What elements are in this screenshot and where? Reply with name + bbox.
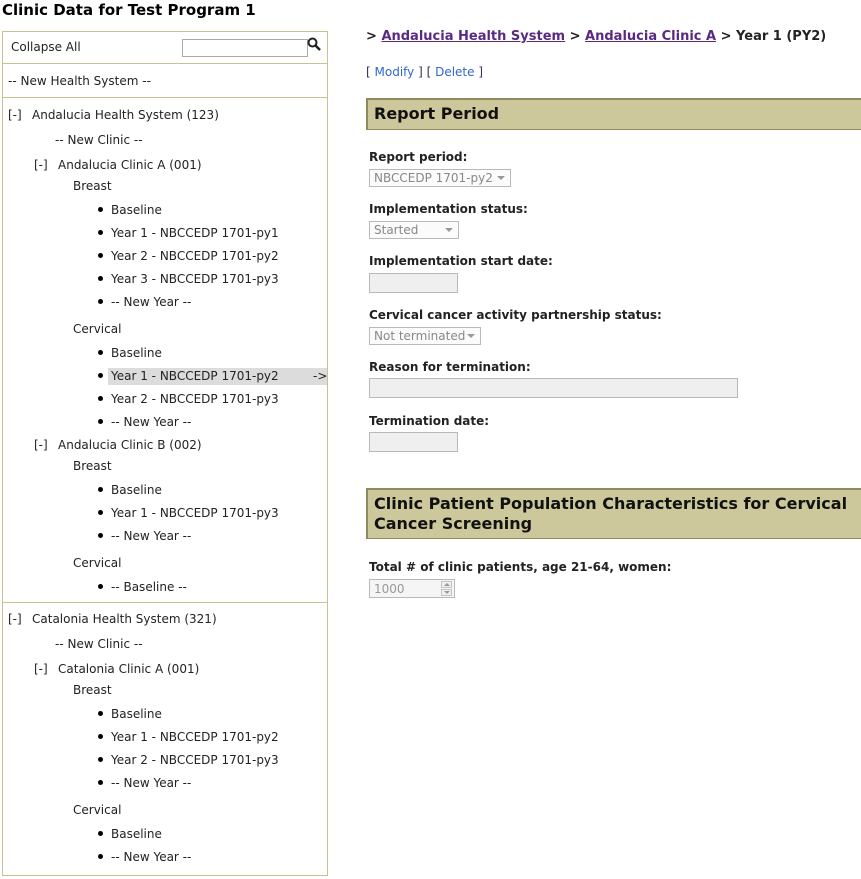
tree-toggle-catalonia-clinic-a[interactable]: [-]	[34, 662, 48, 676]
new-year-link[interactable]: -- New Year --	[111, 850, 192, 864]
year-item[interactable]: Year 2 - NBCCEDP 1701-py3	[111, 392, 279, 406]
bullet	[98, 299, 103, 304]
category-breast: Breast	[73, 179, 112, 193]
new-health-system-link[interactable]: -- New Health System --	[8, 74, 151, 88]
clinic-tree-panel	[2, 31, 328, 876]
implementation-status-label: Implementation status:	[369, 202, 528, 216]
report-period-heading: Report Period	[366, 98, 861, 130]
breadcrumb	[366, 29, 826, 44]
bullet	[98, 533, 103, 538]
termination-date-label: Termination date:	[369, 414, 490, 428]
implementation-start-date-label: Implementation start date:	[369, 254, 553, 268]
bullet	[98, 230, 103, 235]
year-item[interactable]: Year 2 - NBCCEDP 1701-py2	[111, 249, 279, 263]
bullet	[98, 584, 103, 589]
year-item[interactable]: Baseline	[111, 203, 162, 217]
year-item[interactable]: Year 1 - NBCCEDP 1701-py1	[111, 226, 279, 240]
partnership-status-value: Not terminated	[374, 329, 466, 343]
health-system-andalucia[interactable]: Andalucia Health System (123)	[32, 108, 219, 122]
tree-toggle-andalucia-clinic-a[interactable]: [-]	[34, 158, 48, 172]
bullet	[98, 207, 103, 212]
category-breast: Breast	[73, 683, 112, 697]
category-cervical: Cervical	[73, 322, 122, 336]
breadcrumb-separator: >	[720, 29, 732, 44]
tree-search-input[interactable]	[182, 39, 308, 57]
year-item[interactable]: Year 1 - NBCCEDP 1701-py2	[111, 730, 279, 744]
health-system-catalonia[interactable]: Catalonia Health System (321)	[32, 612, 217, 626]
year-item[interactable]: Year 3 - NBCCEDP 1701-py3	[111, 272, 279, 286]
tree-toggle-catalonia[interactable]: [-]	[8, 612, 22, 626]
clinic-catalonia-a[interactable]: Catalonia Clinic A (001)	[58, 662, 200, 676]
year-item[interactable]: Year 1 - NBCCEDP 1701-py3	[111, 506, 279, 520]
total-patients-label: Total # of clinic patients, age 21-64, women:	[369, 560, 672, 574]
report-period-select[interactable]	[369, 169, 511, 187]
selected-arrow: ->	[313, 369, 328, 383]
bullet	[98, 854, 103, 859]
new-year-link[interactable]: -- New Year --	[111, 415, 192, 429]
bullet	[98, 711, 103, 716]
page-title: Clinic Data for Test Program 1	[2, 1, 256, 19]
bullet	[98, 831, 103, 836]
total-patients-stepper[interactable]	[369, 579, 455, 598]
breadcrumb-separator: >	[366, 29, 377, 44]
bullet	[98, 276, 103, 281]
delete-link[interactable]: Delete	[435, 65, 475, 79]
year-item[interactable]: Baseline	[111, 483, 162, 497]
implementation-start-date-field[interactable]	[369, 273, 458, 293]
category-cervical: Cervical	[73, 803, 122, 817]
stepper-down-icon[interactable]	[441, 589, 452, 596]
chevron-down-icon	[497, 176, 505, 180]
chevron-down-icon	[467, 334, 475, 338]
bullet	[98, 419, 103, 424]
partnership-status-select[interactable]	[369, 327, 481, 345]
termination-reason-field[interactable]	[369, 378, 738, 398]
population-heading: Clinic Patient Population Characteristics for Cervical Cancer Screening	[366, 488, 861, 539]
breadcrumb-health-system-link[interactable]: Andalucia Health System	[381, 29, 566, 44]
bullet	[98, 487, 103, 492]
clinic-andalucia-b[interactable]: Andalucia Clinic B (002)	[58, 438, 202, 452]
modify-link[interactable]: Modify	[374, 65, 415, 79]
bullet	[98, 757, 103, 762]
new-year-link[interactable]: -- New Year --	[111, 295, 192, 309]
year-item[interactable]: Baseline	[111, 346, 162, 360]
bullet	[98, 734, 103, 739]
breadcrumb-separator: >	[569, 29, 581, 44]
partnership-status-label: Cervical cancer activity partnership status:	[369, 308, 662, 322]
divider	[3, 63, 327, 64]
category-cervical: Cervical	[73, 556, 122, 570]
bullet	[98, 373, 103, 378]
report-period-label: Report period:	[369, 150, 468, 164]
implementation-status-value: Started	[374, 223, 419, 237]
report-period-value: NBCCEDP 1701-py2	[374, 171, 493, 185]
tree-toggle-andalucia[interactable]: [-]	[8, 108, 22, 122]
divider	[3, 602, 327, 603]
chevron-down-icon	[445, 228, 453, 232]
action-links: [ Modify ] [ Delete ]	[366, 65, 484, 79]
year-item-selected[interactable]: Year 1 - NBCCEDP 1701-py2	[111, 369, 279, 383]
new-baseline-link[interactable]: -- Baseline --	[111, 580, 187, 594]
new-clinic-link[interactable]: -- New Clinic --	[55, 637, 143, 651]
termination-date-field[interactable]	[369, 432, 458, 452]
collapse-all-link[interactable]: Collapse All	[11, 40, 81, 54]
new-clinic-link[interactable]: -- New Clinic --	[55, 133, 143, 147]
divider	[3, 97, 327, 98]
search-icon[interactable]	[307, 37, 321, 51]
bullet	[98, 780, 103, 785]
bullet	[98, 253, 103, 258]
category-breast: Breast	[73, 459, 112, 473]
new-year-link[interactable]: -- New Year --	[111, 776, 192, 790]
clinic-andalucia-a[interactable]: Andalucia Clinic A (001)	[58, 158, 202, 172]
breadcrumb-current: Year 1 (PY2)	[736, 29, 827, 44]
new-year-link[interactable]: -- New Year --	[111, 529, 192, 543]
tree-toggle-andalucia-clinic-b[interactable]: [-]	[34, 438, 48, 452]
year-item[interactable]: Baseline	[111, 707, 162, 721]
total-patients-value: 1000	[374, 582, 405, 596]
year-item[interactable]: Baseline	[111, 827, 162, 841]
bullet	[98, 396, 103, 401]
year-item[interactable]: Year 2 - NBCCEDP 1701-py3	[111, 753, 279, 767]
stepper-up-icon[interactable]	[441, 581, 452, 588]
bullet	[98, 350, 103, 355]
breadcrumb-clinic-link[interactable]: Andalucia Clinic A	[585, 29, 717, 44]
termination-reason-label: Reason for termination:	[369, 360, 531, 374]
implementation-status-select[interactable]	[369, 221, 459, 239]
bullet	[98, 510, 103, 515]
